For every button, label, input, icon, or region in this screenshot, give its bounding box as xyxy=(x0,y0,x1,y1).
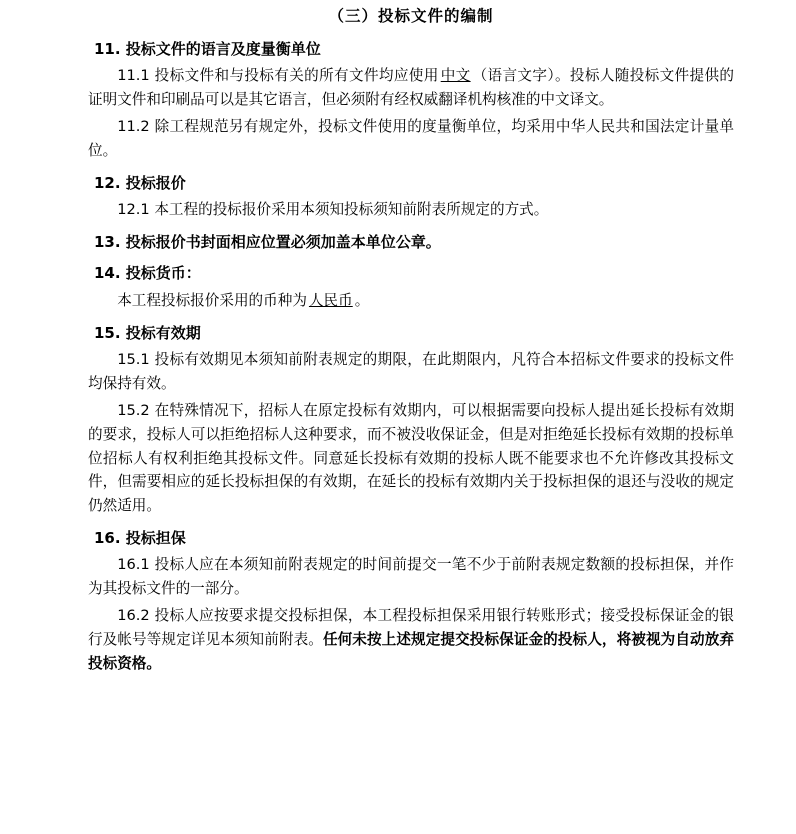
text-run: 12.1 本工程的投标报价采用本须知投标须知前附表所规定的方式。 xyxy=(117,201,549,219)
paragraph xyxy=(88,553,734,600)
section-heading: 12. 投标报价 xyxy=(94,173,186,192)
text-run: 16.1 投标人应在本须知前附表规定的时间前提交一笔不少于前附表规定数额的投标担保，并作为其投标文件的一部分。 xyxy=(88,556,734,597)
paragraph xyxy=(88,115,734,162)
section-heading: 16. 投标担保 xyxy=(94,528,186,547)
text-run: （语言文字）。投标人随投标文件提供的证明文件和印刷品可以是其它语言，但必须附有经权威翻译机构核准的中文译文。 xyxy=(88,67,734,108)
text-run: 15.2 在特殊情况下，招标人在原定投标有效期内，可以根据需要向投标人提出延长投标有效期的要求，投标人可以拒绝招标人这种要求，而不被没收保证金，但是对拒绝延长投标有效期的投标单位招标人有权利拒绝其投标文件。同意延长投标有效期的投标人既不能要求也不允许修改其投标文件，但需要相应的延长投标担保的有效期，在延长的投标有效期内关于投标担保的退还与没收的规定仍然适用。 xyxy=(88,402,734,514)
paragraph xyxy=(88,198,734,222)
section-heading: 11. 投标文件的语言及度量衡单位 xyxy=(94,39,321,58)
section-heading: 14. 投标货币： xyxy=(94,264,201,283)
text-run: 16.2 投标人应按要求提交投标担保，本工程投标担保采用银行转账形式；接受投标保证金的银行及帐号等规定详见本须知前附表。 xyxy=(88,607,734,648)
section-heading: 15. 投标有效期 xyxy=(94,323,201,342)
text-run: 人民币 xyxy=(308,291,353,309)
document-body xyxy=(88,38,734,676)
text-run: 。 xyxy=(354,291,370,309)
text-run: 本工程投标报价采用的币种为 xyxy=(117,291,307,309)
text-run: 15.1 投标有效期见本须知前附表规定的期限，在此期限内，凡符合本招标文件要求的投标文件均保持有效。 xyxy=(88,351,734,392)
paragraph xyxy=(88,348,734,395)
text-run: 任何未按上述规定提交投标保证金的投标人，将被视为自动放弃投标资格。 xyxy=(88,630,734,672)
paragraph xyxy=(88,64,734,111)
text-run: 11.2 除工程规范另有规定外，投标文件使用的度量衡单位，均采用中华人民共和国法定计量单位。 xyxy=(88,118,734,160)
paragraph xyxy=(88,604,734,675)
paragraph xyxy=(88,289,734,313)
text-run: 中文 xyxy=(440,67,471,85)
text-run: 11.1 投标文件和与投标有关的所有文件均应使用 xyxy=(117,67,439,85)
section-heading: 13. 投标报价书封面相应位置必须加盖本单位公章。 xyxy=(94,232,441,251)
page-title: （三）投标文件的编制 xyxy=(328,7,494,25)
paragraph xyxy=(88,399,734,517)
